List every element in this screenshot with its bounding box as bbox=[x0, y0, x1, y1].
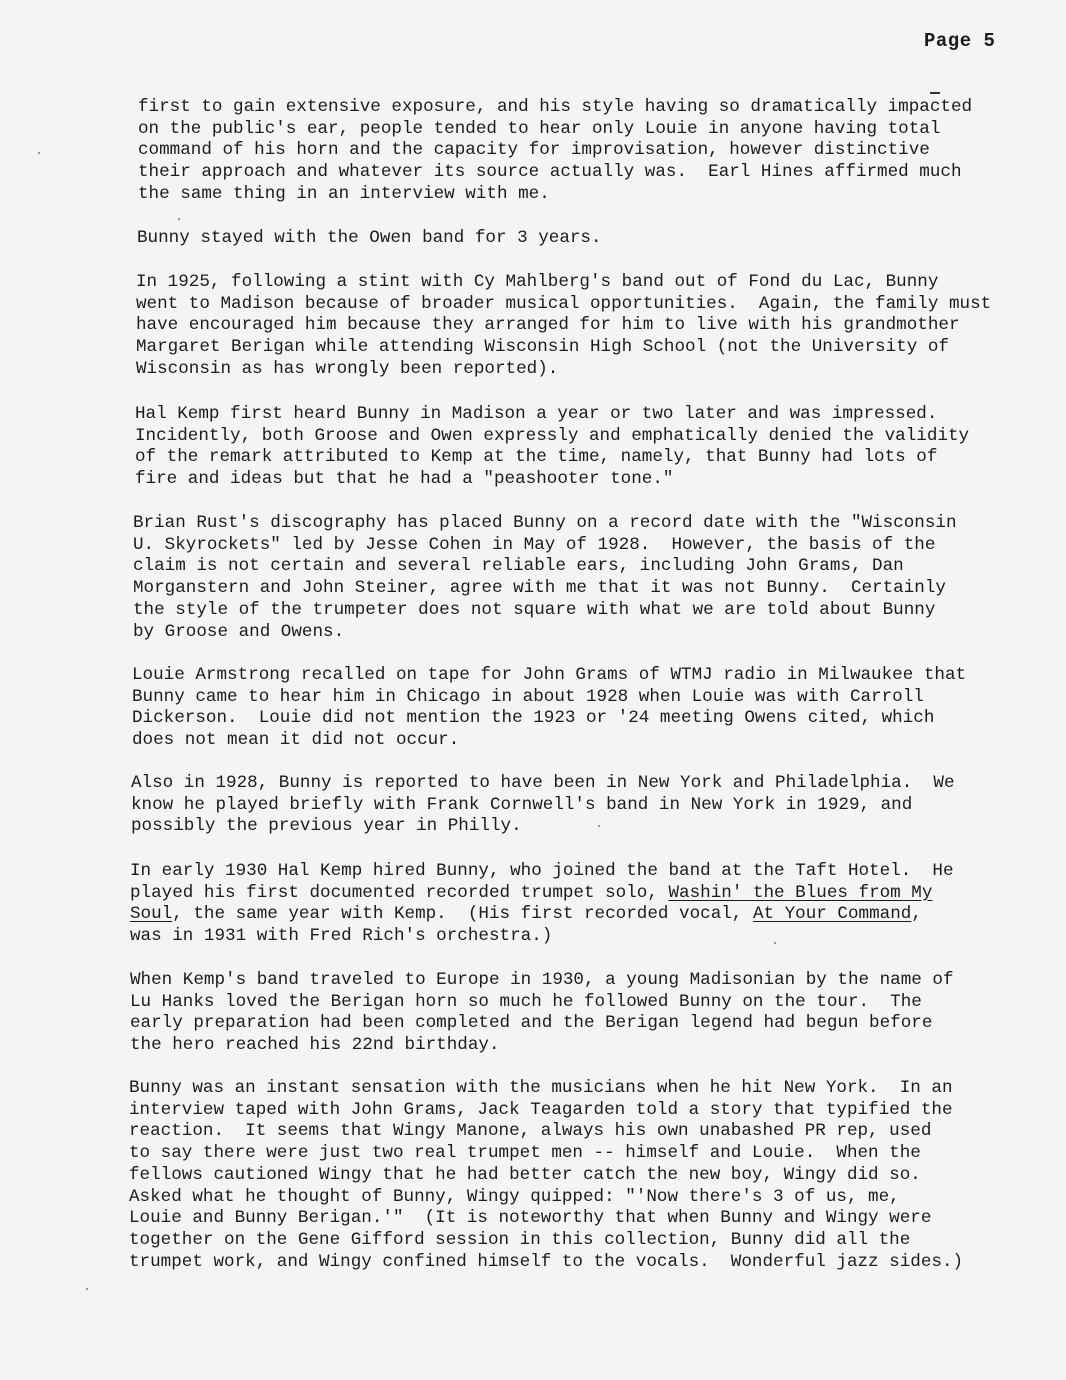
song-title-at-your-command: At Your Command bbox=[752, 904, 912, 925]
line: possibly the previous year in Philly. bbox=[131, 816, 522, 837]
line: of the remark attributed to Kemp at the time, namely, that Bunny had lots of bbox=[135, 447, 938, 468]
line: early preparation had been completed and the Berigan legend had begun before bbox=[130, 1013, 933, 1034]
paragraph-10 bbox=[129, 1078, 963, 1273]
line: Dickerson. Louie did not mention the 1923 or '24 meeting Owens cited, which bbox=[132, 708, 935, 729]
paragraph-4 bbox=[135, 404, 969, 491]
line: Hal Kemp first heard Bunny in Madison a year or two later and was impressed. bbox=[135, 404, 938, 424]
page-number: Page 5 bbox=[924, 30, 996, 52]
stray-dash-mark bbox=[930, 92, 940, 94]
line: the style of the trumpeter does not square with what we are told about Bunny bbox=[133, 599, 936, 620]
line: the hero reached his 22nd birthday. bbox=[130, 1035, 500, 1056]
line: know he played briefly with Frank Cornwell's band in New York in 1929, and bbox=[131, 794, 913, 815]
line: Louie Armstrong recalled on tape for John Grams of WTMJ radio in Milwaukee that bbox=[132, 665, 967, 685]
line: When Kemp's band traveled to Europe in 1930, a young Madisonian by the name of bbox=[130, 970, 954, 990]
line: was in 1931 with Fred Rich's orchestra.) bbox=[130, 926, 553, 947]
line: Louie and Bunny Berigan.'" (It is noteworthy that when Bunny and Wingy were bbox=[129, 1208, 932, 1229]
paragraph-9 bbox=[130, 970, 954, 1057]
line: on the public's ear, people tended to hear only Louie in anyone having total bbox=[138, 118, 941, 139]
line: fire and ideas but that he had a "peashooter tone." bbox=[135, 469, 674, 490]
line: Also in 1928, Bunny is reported to have been in New York and Philadelphia. We bbox=[131, 773, 955, 793]
line-text: , the same year with Kemp. (His first recorded vocal, bbox=[172, 904, 753, 925]
line: their approach and whatever its source actually was. Earl Hines affirmed much bbox=[138, 162, 962, 183]
line: first to gain extensive exposure, and his style having so dramatically impacted bbox=[138, 97, 973, 117]
song-title-washin-the-blues-cont: Soul bbox=[130, 904, 173, 925]
line: Bunny came to hear him in Chicago in about 1928 when Louie was with Carroll bbox=[132, 686, 924, 707]
scan-speck bbox=[178, 218, 180, 220]
line-text: , bbox=[911, 904, 922, 925]
line: U. Skyrockets" led by Jesse Cohen in May of 1928. However, the basis of the bbox=[133, 534, 936, 555]
line: claim is not certain and several reliable ears, including John Grams, Dan bbox=[133, 556, 904, 577]
scan-speck bbox=[38, 152, 40, 154]
line: to say there were just two real trumpet men -- himself and Louie. When the bbox=[129, 1143, 921, 1164]
paragraph-8 bbox=[130, 861, 954, 948]
line: by Groose and Owens. bbox=[133, 621, 345, 642]
paragraph-5 bbox=[133, 513, 957, 643]
line: command of his horn and the capacity for improvisation, however distinctive bbox=[138, 140, 930, 161]
line: interview taped with John Grams, Jack Teagarden told a story that typified the bbox=[129, 1099, 953, 1120]
scan-speck bbox=[774, 942, 776, 944]
line: together on the Gene Gifford session in this collection, Bunny did all the bbox=[129, 1229, 911, 1250]
line: Asked what he thought of Bunny, Wingy quipped: "'Now there's 3 of us, me, bbox=[129, 1186, 900, 1207]
line: Margaret Berigan while attending Wisconsin High School (not the University of bbox=[136, 337, 949, 358]
line: have encouraged him because they arranged for him to live with his grandmother bbox=[136, 315, 960, 336]
line: In 1925, following a stint with Cy Mahlberg's band out of Fond du Lac, Bunny bbox=[136, 272, 939, 292]
scan-speck bbox=[86, 1288, 88, 1290]
line: Bunny was an instant sensation with the musicians when he hit New York. In an bbox=[129, 1078, 953, 1098]
paragraph-2 bbox=[137, 228, 602, 250]
line-text: played his first documented recorded trumpet solo, bbox=[130, 882, 669, 903]
paragraph-3 bbox=[136, 272, 991, 381]
paragraph-6 bbox=[132, 665, 966, 752]
line: went to Madison because of broader musical opportunities. Again, the family must bbox=[136, 293, 992, 314]
line: Lu Hanks loved the Berigan horn so much he followed Bunny on the tour. The bbox=[130, 991, 922, 1012]
line: Bunny stayed with the Owen band for 3 years. bbox=[137, 228, 602, 248]
line: Wisconsin as has wrongly been reported). bbox=[136, 358, 559, 379]
line: the same thing in an interview with me. bbox=[138, 183, 550, 204]
line: reaction. It seems that Wingy Manone, always his own unabashed PR rep, used bbox=[129, 1121, 932, 1142]
song-title-washin-the-blues: Washin' the Blues from My bbox=[668, 882, 933, 903]
line: In early 1930 Hal Kemp hired Bunny, who joined the band at the Taft Hotel. He bbox=[130, 861, 954, 881]
paragraph-1 bbox=[138, 97, 972, 206]
line: trumpet work, and Wingy confined himself to the vocals. Wonderful jazz sides.) bbox=[129, 1251, 964, 1272]
paragraph-7 bbox=[131, 773, 955, 838]
line: Morganstern and John Steiner, agree with me that it was not Bunny. Certainly bbox=[133, 578, 946, 599]
line: Incidently, both Groose and Owen expressly and emphatically denied the validity bbox=[135, 425, 970, 446]
scan-speck bbox=[598, 825, 600, 827]
line: fellows cautioned Wingy that he had better catch the new boy, Wingy did so. bbox=[129, 1164, 921, 1185]
line: does not mean it did not occur. bbox=[132, 730, 460, 751]
line: Brian Rust's discography has placed Bunny on a record date with the "Wisconsin bbox=[133, 513, 957, 533]
